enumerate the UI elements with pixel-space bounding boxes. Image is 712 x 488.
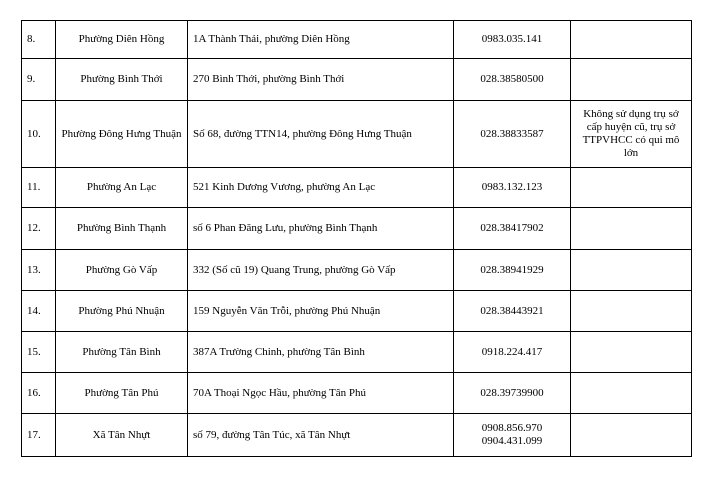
- address: 1A Thành Thái, phường Diên Hồng: [188, 21, 454, 59]
- row-number: 9.: [22, 59, 56, 101]
- address: 332 (Số cũ 19) Quang Trung, phường Gò Vấp: [188, 250, 454, 291]
- note: [571, 208, 692, 250]
- phone-line: 0904.431.099: [481, 435, 543, 447]
- note: [571, 168, 692, 208]
- phone-number: [454, 101, 571, 168]
- phone-line: 0908.856.970: [481, 422, 543, 434]
- ward-name: Phường Phú Nhuận: [56, 291, 188, 332]
- ward-name: Phường Tân Bình: [56, 332, 188, 373]
- ward-name: Phường Bình Thạnh: [56, 208, 188, 250]
- row-number: 8.: [22, 21, 56, 59]
- phone-line: 0983.132.123: [481, 181, 543, 193]
- table-row: [22, 21, 692, 59]
- address: 270 Bình Thới, phường Bình Thới: [188, 59, 454, 101]
- ward-name: Phường An Lạc: [56, 168, 188, 208]
- note: [571, 373, 692, 414]
- note: Không sử dụng trụ sở cấp huyện cũ, trụ sở TTPVHCC có qui mô lớn: [571, 101, 692, 168]
- phone-number: [454, 332, 571, 373]
- office-address-table: [21, 20, 692, 457]
- ward-name: Phường Diên Hồng: [56, 21, 188, 59]
- row-number: 10.: [22, 101, 56, 168]
- address: 521 Kinh Dương Vương, phường An Lạc: [188, 168, 454, 208]
- phone-line: 028.38417902: [480, 222, 544, 234]
- table-row: [22, 208, 692, 250]
- table-body: [22, 21, 692, 457]
- phone-line: 0983.035.141: [481, 33, 543, 45]
- table-row: [22, 59, 692, 101]
- phone-line: 028.38580500: [480, 73, 544, 85]
- note: [571, 414, 692, 457]
- phone-number: [454, 59, 571, 101]
- ward-name: Phường Gò Vấp: [56, 250, 188, 291]
- phone-line: 0918.224.417: [481, 345, 543, 358]
- table-row: [22, 414, 692, 457]
- ward-name: Phường Bình Thới: [56, 59, 188, 101]
- phone-number: [454, 208, 571, 250]
- address: 387A Trường Chinh, phường Tân Bình: [188, 332, 454, 373]
- phone-line: 028.38833587: [480, 127, 544, 140]
- phone-number: [454, 250, 571, 291]
- table-row: [22, 291, 692, 332]
- row-number: 11.: [22, 168, 56, 208]
- note: [571, 332, 692, 373]
- table-row: [22, 332, 692, 373]
- note: [571, 291, 692, 332]
- phone-number: [454, 291, 571, 332]
- note: [571, 250, 692, 291]
- table-row: [22, 373, 692, 414]
- note: [571, 21, 692, 59]
- row-number: 13.: [22, 250, 56, 291]
- ward-name: Phường Đông Hưng Thuận: [56, 101, 188, 168]
- phone-number: [454, 21, 571, 59]
- address: 70A Thoại Ngọc Hầu, phường Tân Phú: [188, 373, 454, 414]
- address: 159 Nguyễn Văn Trỗi, phường Phú Nhuận: [188, 291, 454, 332]
- phone-number: [454, 168, 571, 208]
- address: số 79, đường Tân Túc, xã Tân Nhựt: [188, 414, 454, 457]
- note: [571, 59, 692, 101]
- row-number: 16.: [22, 373, 56, 414]
- row-number: 15.: [22, 332, 56, 373]
- table-row: [22, 168, 692, 208]
- address: Số 68, đường TTN14, phường Đông Hưng Thuận: [188, 101, 454, 168]
- row-number: 12.: [22, 208, 56, 250]
- phone-line: 028.38443921: [480, 304, 544, 317]
- phone-number: [454, 414, 571, 457]
- phone-line: 028.39739900: [480, 386, 544, 399]
- phone-line: 028.38941929: [480, 263, 544, 276]
- table-row: [22, 101, 692, 168]
- phone-number: [454, 373, 571, 414]
- ward-name: Phường Tân Phú: [56, 373, 188, 414]
- table-row: [22, 250, 692, 291]
- address: số 6 Phan Đăng Lưu, phường Bình Thạnh: [188, 208, 454, 250]
- row-number: 14.: [22, 291, 56, 332]
- ward-name: Xã Tân Nhựt: [56, 414, 188, 457]
- row-number: 17.: [22, 414, 56, 457]
